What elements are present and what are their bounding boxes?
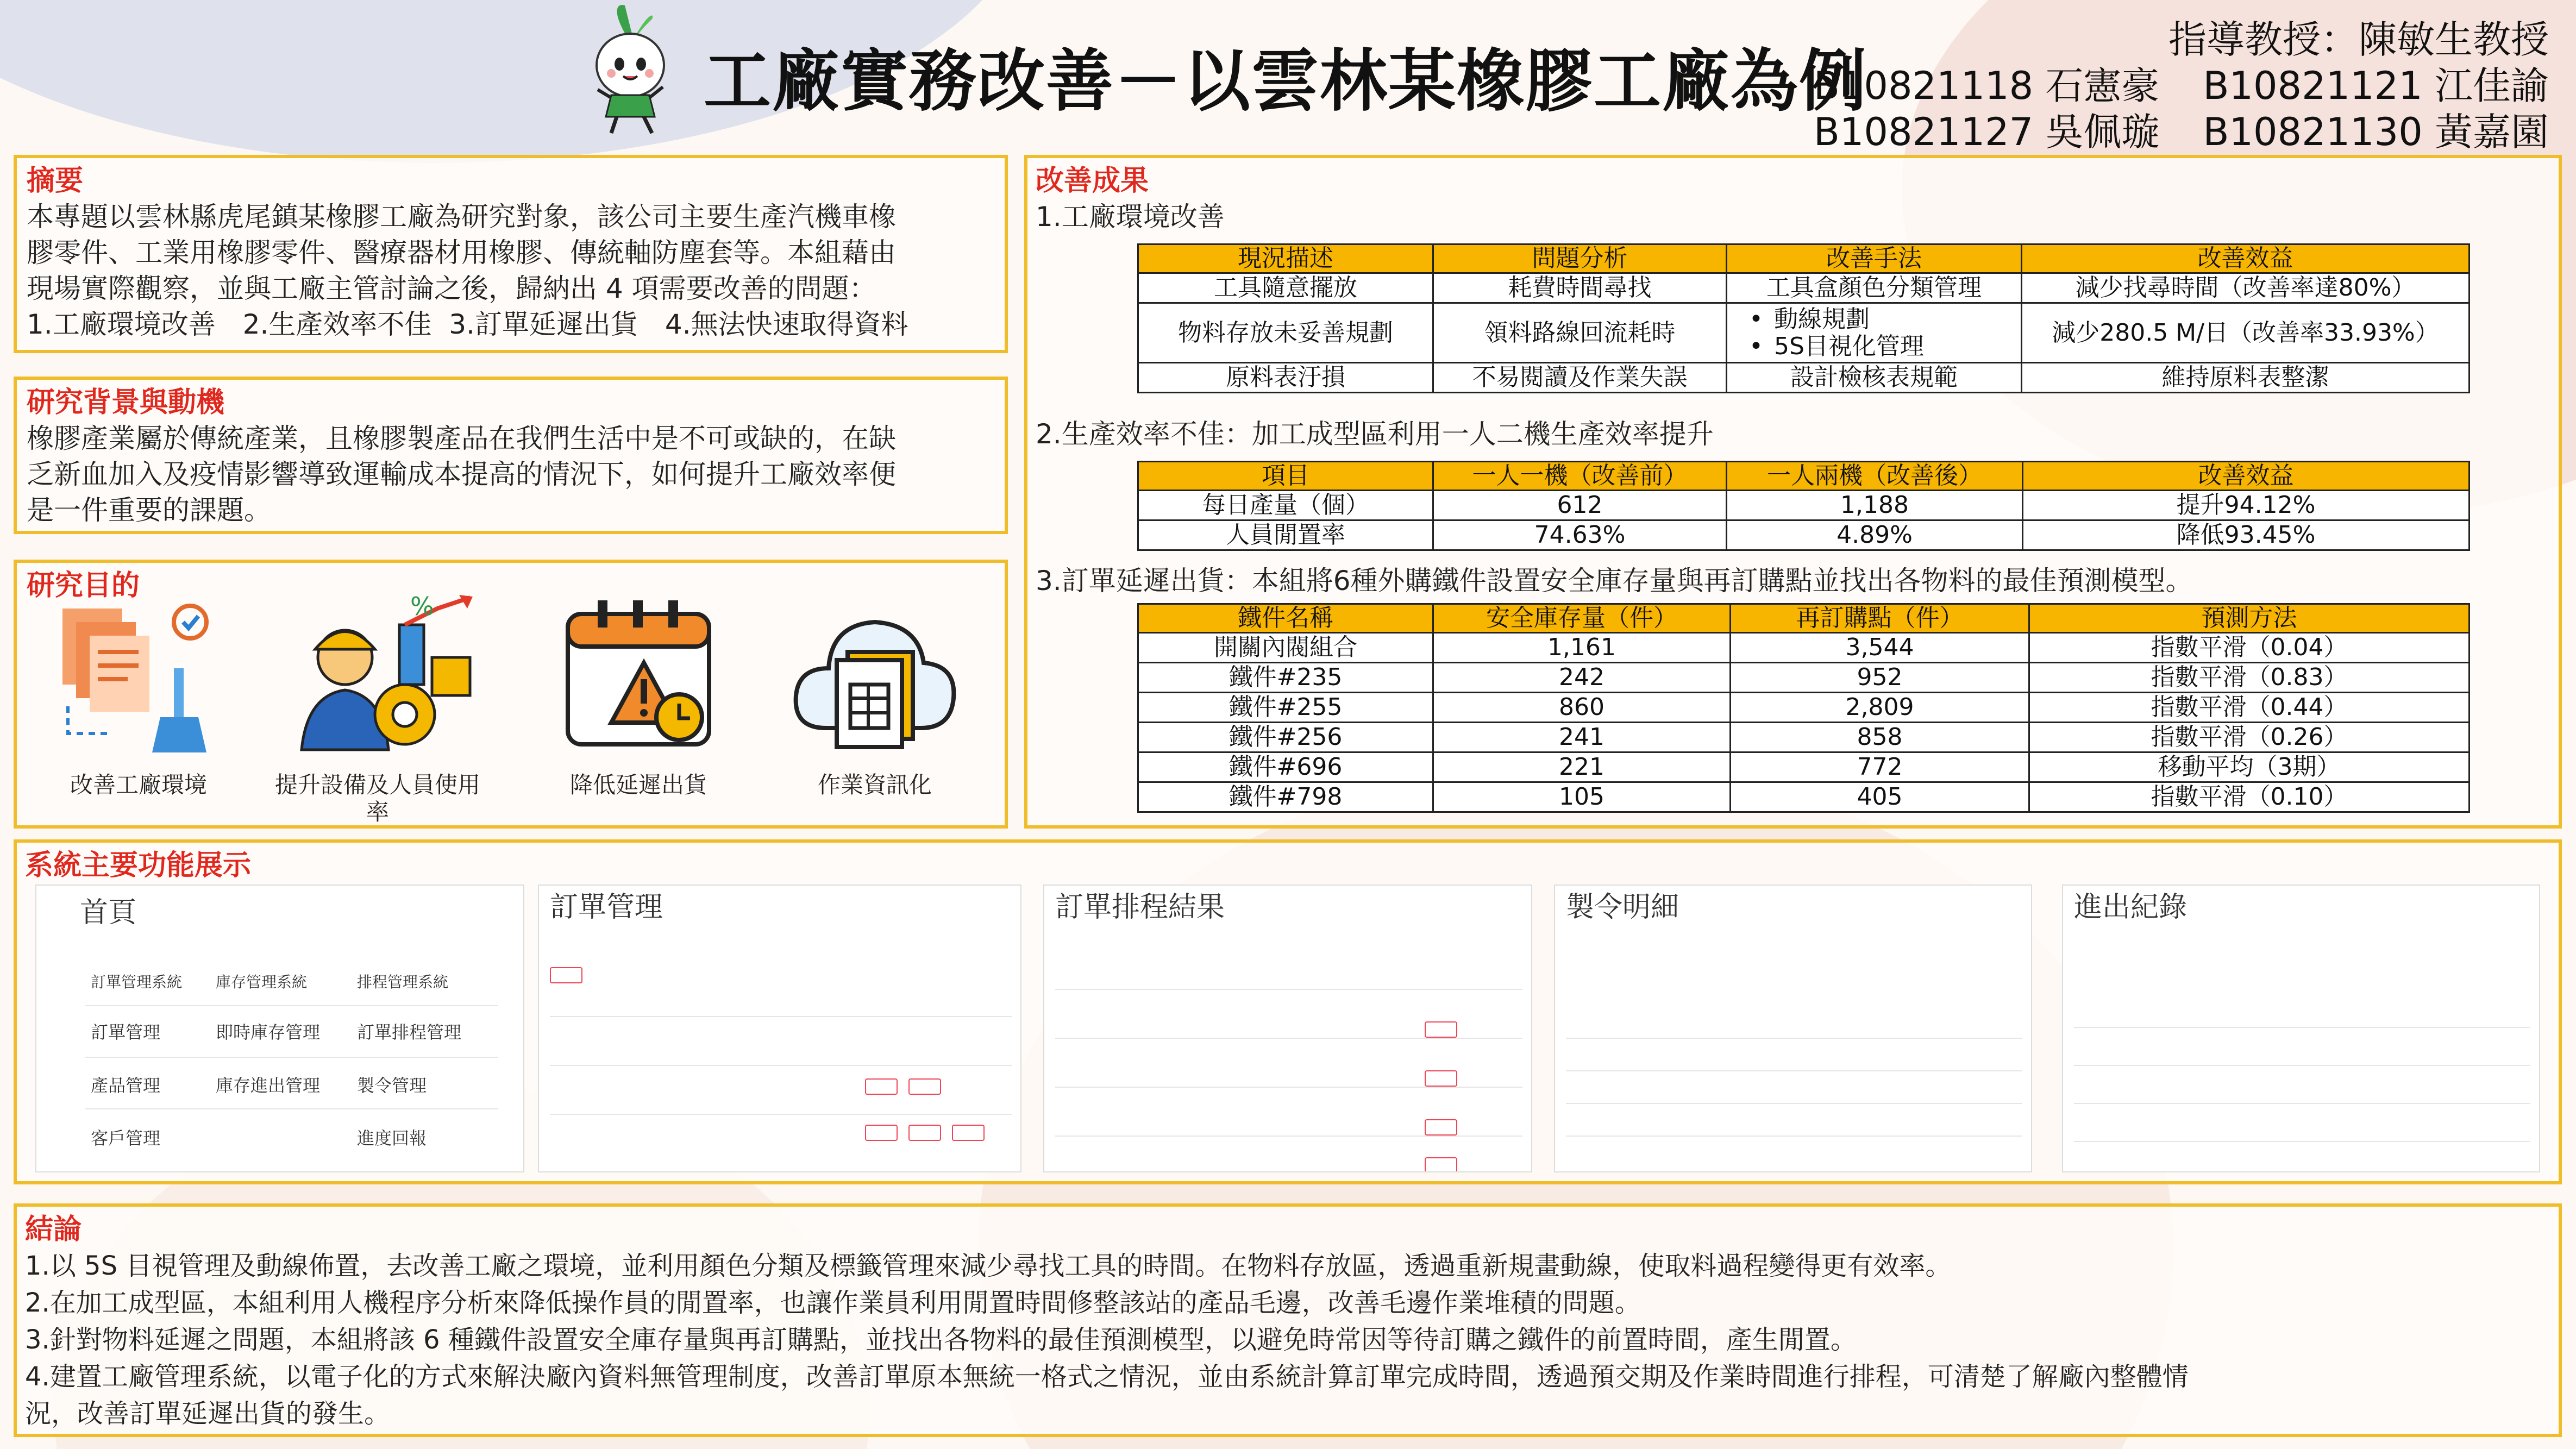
menu-header: 庫存管理系統 xyxy=(216,973,308,991)
table-row xyxy=(1138,752,2470,782)
table-cell: 指數平滑（0.04） xyxy=(2029,633,2470,663)
divider xyxy=(550,1016,1012,1017)
table-row xyxy=(1138,273,2470,303)
work-order-detail-screenshot xyxy=(1554,885,2032,1172)
table-cell: 2,809 xyxy=(1731,693,2029,723)
menu-header: 訂單管理系統 xyxy=(91,973,183,991)
divider xyxy=(1055,1136,1522,1137)
table-header: 改善效益 xyxy=(2023,462,2470,491)
divider xyxy=(2074,1141,2530,1142)
conclusion-line: 2.在加工成型區，本組利用人機程序分析來降低操作員的閒置率，也讓作業員利用閒置時間修整該站的產品毛邊，改善毛邊作業堆積的問題。 xyxy=(25,1288,1641,1318)
table-cell: 人員閒置率 xyxy=(1138,520,1433,550)
table-cell: 指數平滑（0.10） xyxy=(2029,782,2470,812)
menu-link[interactable]: 訂單管理 xyxy=(91,1022,161,1043)
purpose-item-label: 改善工廠環境 xyxy=(70,771,207,798)
table-row xyxy=(1138,663,2470,693)
table-header: 鐵件名稱 xyxy=(1138,604,1433,633)
purpose-item xyxy=(535,592,742,799)
table-cell: 移動平均（3期） xyxy=(2029,752,2470,782)
table-header: 改善手法 xyxy=(1727,244,2022,273)
table-header: 一人一機（改善前） xyxy=(1433,462,1727,491)
results-s1-heading: 1.工廠環境改善 xyxy=(1036,201,1225,233)
table-row xyxy=(1138,693,2470,723)
table-cell: 指數平滑（0.44） xyxy=(2029,693,2470,723)
table-cell: 物料存放未妥善規劃 xyxy=(1138,303,1433,363)
purpose-item-label: 作業資訊化 xyxy=(817,771,932,798)
table-cell: 減少280.5 M/日（改善率33.93%） xyxy=(2022,303,2470,363)
table-cell: 維持原料表整潔 xyxy=(2022,363,2470,393)
purpose-item xyxy=(35,592,242,799)
abstract-line: 本專題以雲林縣虎尾鎮某橡膠工廠為研究對象，該公司主要生產汽機車橡 xyxy=(27,201,896,233)
table-header: 改善效益 xyxy=(2022,244,2470,273)
documents-broom-icon xyxy=(52,592,225,755)
results-title: 改善成果 xyxy=(1036,165,1149,197)
table-cell: 每日產量（個） xyxy=(1138,491,1433,520)
divider xyxy=(550,1065,1012,1066)
edit-button[interactable] xyxy=(865,1078,898,1095)
table-header-row xyxy=(1138,244,2470,273)
results-s3-heading: 3.訂單延遲出貨：本組將6種外購鐵件設置安全庫存量與再訂購點並找出各物料的最佳預測模型。 xyxy=(1036,565,2193,597)
table-cell: 612 xyxy=(1433,491,1727,520)
table-cell: 221 xyxy=(1433,752,1731,782)
divider xyxy=(550,1114,1012,1115)
home-screenshot xyxy=(35,885,524,1172)
abstract-line: 膠零件、工業用橡膠零件、醫療器材用橡膠、傳統軸防塵套等。本組藉由 xyxy=(27,237,896,268)
divider xyxy=(1566,1136,2022,1137)
background-text xyxy=(27,421,896,528)
menu-link[interactable]: 製令管理 xyxy=(357,1075,427,1096)
table-cell: 耗費時間尋找 xyxy=(1433,273,1727,303)
iron-parts-table xyxy=(1137,603,2470,813)
table-cell: 開關內閥組合 xyxy=(1138,633,1433,663)
cloud-document-icon xyxy=(788,592,962,755)
table-cell: 74.63% xyxy=(1433,520,1727,550)
background-line: 是一件重要的課題。 xyxy=(27,494,271,526)
table-cell: 降低93.45% xyxy=(2023,520,2470,550)
table-cell: 鐵件#235 xyxy=(1138,663,1433,693)
table-row xyxy=(1138,723,2470,752)
divider xyxy=(2074,1103,2530,1104)
table-cell: 405 xyxy=(1731,782,2029,812)
divider xyxy=(85,1108,498,1109)
add-button[interactable] xyxy=(550,967,582,983)
conclusion-line: 1.以 5S 目視管理及動線佈置，去改善工廠之環境，並利用顏色分類及標籤管理來減少尋找工具的時間。在物料存放區，透過重新規畫動線，使取料過程變得更有效率。 xyxy=(25,1251,1952,1281)
conclusion-text xyxy=(25,1247,2546,1432)
menu-link[interactable]: 客戶管理 xyxy=(91,1128,161,1149)
divider xyxy=(2074,1065,2530,1066)
menu-link[interactable]: 進度回報 xyxy=(357,1128,427,1149)
student-row xyxy=(1814,62,2549,109)
worker-gear-icon xyxy=(274,592,481,755)
delete-button[interactable] xyxy=(908,1125,941,1141)
table-header: 安全庫存量（件） xyxy=(1433,604,1731,633)
student: B10821118 石憲豪 xyxy=(1813,64,2160,108)
table-cell: 860 xyxy=(1433,693,1731,723)
table-header: 一人兩機（改善後） xyxy=(1727,462,2023,491)
menu-link[interactable]: 產品管理 xyxy=(91,1075,161,1096)
table-cell: 952 xyxy=(1731,663,2029,693)
table-cell: 鐵件#255 xyxy=(1138,693,1433,723)
schedule-result-screenshot xyxy=(1043,885,1532,1172)
table-cell: 105 xyxy=(1433,782,1731,812)
table-cell: 1,161 xyxy=(1433,633,1731,663)
divider xyxy=(85,1005,498,1006)
results-s2-heading: 2.生產效率不佳：加工成型區利用一人二機生產效率提升 xyxy=(1036,418,1714,450)
abstract-title: 摘要 xyxy=(27,165,84,197)
table-cell: 1,188 xyxy=(1727,491,2023,520)
table-row xyxy=(1138,363,2470,393)
table-header-row xyxy=(1138,462,2470,491)
inout-record-screenshot xyxy=(2062,885,2540,1172)
divider xyxy=(1566,1103,2022,1104)
menu-header: 排程管理系統 xyxy=(357,973,449,991)
method-list xyxy=(1727,306,2021,360)
conclusion-panel xyxy=(14,1203,2562,1437)
system-title: 系統主要功能展示 xyxy=(25,849,252,882)
menu-link[interactable]: 即時庫存管理 xyxy=(216,1022,321,1043)
divider xyxy=(1055,1087,1522,1088)
calendar-warning-icon xyxy=(551,592,725,755)
abstract-line: 現場實際觀察，並與工廠主管討論之後，歸納出 4 項需要改善的問題： xyxy=(27,273,876,304)
table-cell: 241 xyxy=(1433,723,1731,752)
conclusion-title: 結論 xyxy=(25,1213,82,1246)
divider xyxy=(1055,989,1522,990)
table-cell: 工具盒顏色分類管理 xyxy=(1727,273,2022,303)
conclusion-line: 3.針對物料延遲之問題，本組將該 6 種鐵件設置安全庫存量與再訂購點，並找出各物料的最佳預測模型，以避免時常因等待訂購之鐵件的前置時間，產生閒置。 xyxy=(25,1325,1857,1355)
delete-button[interactable] xyxy=(908,1078,941,1095)
screenshot-title: 訂單排程結果 xyxy=(1055,891,1225,924)
student: B10821127 吳佩璇 xyxy=(1813,110,2160,154)
table-cell: 不易閱讀及作業失誤 xyxy=(1433,363,1727,393)
table-header: 預測方法 xyxy=(2029,604,2470,633)
divider xyxy=(1055,1038,1522,1039)
table-header: 再訂購點（件） xyxy=(1731,604,2029,633)
student-row xyxy=(1814,109,2549,155)
table-header: 現況描述 xyxy=(1138,244,1433,273)
abstract-text xyxy=(27,199,908,342)
table-header-row xyxy=(1138,604,2470,633)
table-row xyxy=(1138,633,2470,663)
table-row xyxy=(1138,491,2470,520)
screenshot-title: 進出紀錄 xyxy=(2074,891,2188,924)
table-row xyxy=(1138,782,2470,812)
environment-table xyxy=(1137,243,2470,393)
screenshot-title: 製令明細 xyxy=(1566,891,1679,924)
background-title: 研究背景與動機 xyxy=(27,386,225,419)
table-cell: 指數平滑（0.26） xyxy=(2029,723,2470,752)
background-line: 乏新血加入及疫情影響導致運輸成本提高的情況下，如何提升工廠效率便 xyxy=(27,459,896,490)
menu-link[interactable]: 庫存進出管理 xyxy=(216,1075,321,1096)
table-cell: 3,544 xyxy=(1731,633,2029,663)
table-cell: 減少找尋時間（改善率達80%） xyxy=(2022,273,2470,303)
screenshot-title: 訂單管理 xyxy=(550,891,663,924)
detail-button[interactable] xyxy=(1425,1119,1457,1136)
purpose-item-label: 提升設備及人員使用率 xyxy=(274,771,480,825)
table-cell: 鐵件#256 xyxy=(1138,723,1433,752)
abstract-line: 1.工廠環境改善 2.生產效率不佳 3.訂單延遲出貨 4.無法快速取得資料 xyxy=(27,309,908,340)
purpose-item-label: 降低延遲出貨 xyxy=(569,771,707,798)
purpose-item xyxy=(772,592,978,799)
table-header: 項目 xyxy=(1138,462,1433,491)
table-cell: 領料路線回流耗時 xyxy=(1433,303,1727,363)
method-item: • 5S目視化管理 xyxy=(1749,333,2021,360)
table-cell xyxy=(1727,303,2022,363)
abstract-panel xyxy=(14,155,1008,353)
advisor: 指導教授：陳敏生教授 xyxy=(2168,17,2549,62)
table-cell: 鐵件#696 xyxy=(1138,752,1433,782)
svg-text:%: % xyxy=(410,592,434,621)
table-cell: 工具隨意擺放 xyxy=(1138,273,1433,303)
table-cell: 242 xyxy=(1433,663,1731,693)
table-cell: 指數平滑（0.83） xyxy=(2029,663,2470,693)
table-cell: 鐵件#798 xyxy=(1138,782,1433,812)
screenshot-title: 首頁 xyxy=(80,896,137,929)
action-button[interactable] xyxy=(952,1125,985,1141)
background-panel xyxy=(14,377,1008,534)
table-cell: 設計檢核表規範 xyxy=(1727,363,2022,393)
divider xyxy=(2074,1027,2530,1028)
conclusion-line: 況，改善訂單延遲出貨的發生。 xyxy=(25,1398,391,1429)
purpose-item xyxy=(274,592,481,826)
divider xyxy=(1566,1070,2022,1071)
table-cell: 4.89% xyxy=(1727,520,2023,550)
purpose-title: 研究目的 xyxy=(27,569,140,602)
page-title: 工廠實務改善－以雲林某橡膠工廠為例 xyxy=(704,42,1868,121)
student: B10821130 黃嘉園 xyxy=(2203,110,2549,154)
mascot-logo xyxy=(573,0,687,136)
edit-button[interactable] xyxy=(865,1125,898,1141)
table-cell: 858 xyxy=(1731,723,2029,752)
conclusion-line: 4.建置工廠管理系統，以電子化的方式來解決廠內資料無管理制度，改善訂單原本無統一格式之情況，並由系統計算訂單完成時間，透過預交期及作業時間進行排程，可清楚了解廠內整體情 xyxy=(25,1362,2189,1392)
table-cell: 原料表汙損 xyxy=(1138,363,1433,393)
efficiency-table xyxy=(1137,461,2470,551)
divider xyxy=(1566,1038,2022,1039)
detail-button[interactable] xyxy=(1425,1070,1457,1087)
detail-button[interactable] xyxy=(1425,1157,1457,1172)
student: B10821121 江佳諭 xyxy=(2203,64,2549,108)
table-header: 問題分析 xyxy=(1433,244,1727,273)
table-cell: 772 xyxy=(1731,752,2029,782)
order-management-screenshot xyxy=(538,885,1021,1172)
method-item: • 動線規劃 xyxy=(1749,306,2021,333)
table-row xyxy=(1138,520,2470,550)
table-row xyxy=(1138,303,2470,363)
background-line: 橡膠產業屬於傳統產業，且橡膠製產品在我們生活中是不可或缺的，在缺 xyxy=(27,423,896,454)
menu-link[interactable]: 訂單排程管理 xyxy=(357,1022,462,1043)
divider xyxy=(85,1057,498,1058)
detail-button[interactable] xyxy=(1425,1021,1457,1038)
table-cell: 提升94.12% xyxy=(2023,491,2470,520)
